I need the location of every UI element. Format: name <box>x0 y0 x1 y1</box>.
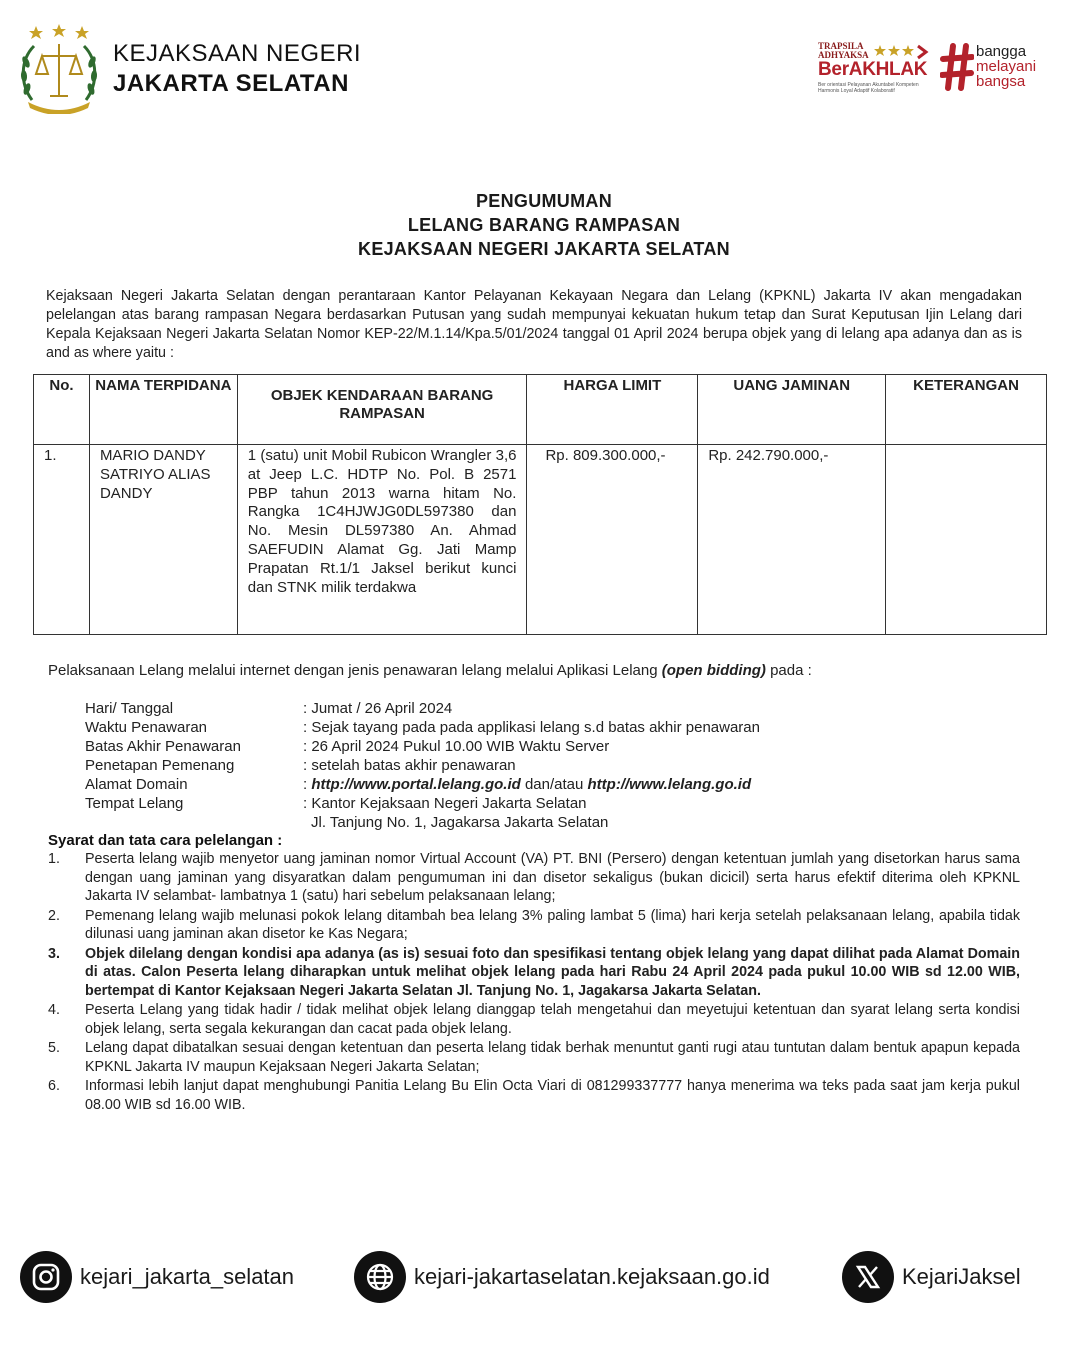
col-keterangan: KETERANGAN <box>886 375 1047 445</box>
detail-tempat: Tempat Lelang : Kantor Kejaksaan Negeri Jakarta Selatan <box>85 795 587 812</box>
intro-paragraph: Kejaksaan Negeri Jakarta Selatan dengan perantaraan Kantor Pelayanan Kekayaan Negara dan Lelang (KPKNL) Jakarta IV akan mengadakan pelelangan atas barang rampasan Negara berdasarkan Putusan yang sudah mempunyai kekuatan hukum tetap dan Surat Keputusan Ijin Lelang dari Kepala Kejaksaan Negeri Jakarta Selatan Nomor KEP-22/M.1.14/Kpa.5/01/2024 tanggal 01 April 2024 berupa objek yang di lelang apa adanya dan as is and as where yaitu : <box>46 288 1022 361</box>
auction-details <box>85 699 823 832</box>
star-icon <box>874 44 940 60</box>
list-item: 2. Pemenang lelang wajib melunasi pokok lelang ditambah bea lelang 3% paling lambat 5 (lima) hari kerja setelah pelaksanaan lelang, apabila tidak dilunasi uang jaminan akan disetor ke Kas Negara; <box>48 907 1020 943</box>
col-harga: HARGA LIMIT <box>527 375 698 445</box>
detail-waktu: Waktu Penawaran : Sejak tayang pada pada applikasi lelang s.d batas akhir penawaran <box>85 719 760 736</box>
detail-tempat-address: Jl. Tanjung No. 1, Jagakarsa Jakarta Selatan <box>311 814 609 831</box>
syarat-list <box>48 850 1020 1115</box>
brand-bangga-melayani-bangsa: bangga melayani bangsa <box>976 43 1037 90</box>
title-line3: KEJAKSAAN NEGERI JAKARTA SELATAN <box>358 239 730 259</box>
list-item: 1. Peserta lelang wajib menyetor uang jaminan nomor Virtual Account (VA) PT. BNI (Persero) dengan ketentuan jumlah yang disetorkan harus sama dengan uang jaminan yang disyaratkan dalam pengumuman ini dan disetor sekaligus (bukan dicicil) serta harus efektif diterima oleh KPKNL Jakarta IV selambat- lambatnya 1 (satu) hari sebelum pelaksanaan lelang; <box>48 851 1020 905</box>
cell-keterangan <box>886 445 1047 635</box>
table-header-row <box>34 375 1047 445</box>
cell-objek: 1 (satu) unit Mobil Rubicon Wrangler 3,6 at Jeep L.C. HDTP No. Pol. B 2571 PBP tahun 2013 warna hitam No. Rangka 1C4HJWJG0DL597380 dan No. Mesin DL597380 An. Ahmad SAEFUDIN Alamat Gg. Jati Mamp Prapatan Rt.1/1 Jaksel berikut kunci dan STNK milik terdakwa <box>237 445 527 635</box>
cell-nama: MARIO DANDY SATRIYO ALIAS DANDY <box>89 445 237 635</box>
org-name <box>113 40 361 98</box>
emblem-icon <box>14 22 104 114</box>
header <box>0 0 1080 130</box>
hashtag-icon <box>940 42 974 92</box>
cell-harga: Rp. 809.300.000,- <box>527 445 698 635</box>
announcement-title <box>0 189 1080 261</box>
org-name-line2: JAKARTA SELATAN <box>113 70 349 97</box>
list-item: 4. Peserta Lelang yang tidak hadir / tidak melihat objek lelang dianggap telah mengetahui dan meyetujui ketentuan dan syarat lelang serta kondisi objek lelang, serta segala kekurangan dan cacat pada objek lelang. <box>48 1002 1020 1037</box>
domain-link-lelang[interactable]: http://www.lelang.go.id <box>587 776 752 793</box>
brand-berakhlak: BerAKHLAK <box>818 59 928 80</box>
title-line1: PENGUMUMAN <box>476 191 612 211</box>
col-objek: OBJEK KENDARAAN BARANG RAMPASAN <box>237 375 527 445</box>
globe-icon <box>354 1251 406 1303</box>
title-line2: LELANG BARANG RAMPASAN <box>407 215 681 235</box>
col-jaminan: UANG JAMINAN <box>698 375 886 445</box>
footer-website[interactable] <box>354 1248 770 1306</box>
brand-trapsila: TRAPSILA ADHYAKSA <box>818 41 869 60</box>
brand-tagline: Ber orientasi Pelayanan Akuntabel Kompeten Harmonis Loyal Adaptif Kolaboratif <box>818 82 919 94</box>
table-row <box>34 445 1047 635</box>
instagram-handle[interactable]: kejari_jakarta_selatan <box>80 1264 295 1289</box>
domain-link-portal[interactable]: http://www.portal.lelang.go.id <box>311 776 521 793</box>
list-item: 6. Informasi lebih lanjut dapat menghubungi Panitia Lelang Bu Elin Octa Viari di 081299337777 hanya menerima wa teks pada saat jam kerja pukul 08.00 WIB sd 16.00 WIB. <box>48 1077 1020 1113</box>
detail-domain: Alamat Domain : http://www.portal.lelang.go.id dan/atau http://www.lelang.go.id <box>85 776 752 793</box>
detail-hari: Hari/ Tanggal : Jumat / 26 April 2024 <box>85 700 453 717</box>
list-item: 3. Objek dilelang dengan kondisi apa adanya (as is) sesuai foto dan spesifikasi tentang objek lelang yang dapat dilihat pada Alamat Domain di atas. Calon Peserta lelang diharapkan untuk melihat objek lelang pada hari Rabu 24 April 2024 pada pukul 10.00 WIB sd 12.00 WIB, bertempat di Kantor Kejaksaan Negeri Jakarta Selatan Jl. Tanjung No. 1, Jagakarsa Jakarta Selatan. <box>48 945 1020 999</box>
instagram-icon <box>20 1251 72 1303</box>
berakhlak-logo <box>818 42 1058 98</box>
pelaksanaan-text: Pelaksanaan Lelang melalui internet dengan jenis penawaran lelang melalui Aplikasi Lelang (open bidding) pada : <box>48 662 812 679</box>
x-handle[interactable]: KejariJaksel <box>902 1264 1021 1289</box>
website-url[interactable]: kejari-jakartaselatan.kejaksaan.go.id <box>414 1264 770 1289</box>
col-no: No. <box>34 375 90 445</box>
syarat-heading: Syarat dan tata cara pelelangan : <box>48 832 283 849</box>
col-nama: NAMA TERPIDANA <box>89 375 237 445</box>
footer-social <box>0 1248 1080 1308</box>
footer-instagram[interactable] <box>20 1248 294 1306</box>
detail-batas: Batas Akhir Penawaran : 26 April 2024 Pukul 10.00 WIB Waktu Server <box>85 738 610 755</box>
x-icon <box>842 1251 894 1303</box>
org-name-line1: KEJAKSAAN NEGERI <box>113 40 362 67</box>
cell-jaminan: Rp. 242.790.000,- <box>698 445 886 635</box>
cell-no: 1. <box>34 445 90 635</box>
list-item: 5. Lelang dapat dibatalkan sesuai dengan ketentuan dan peserta lelang tidak berhak menuntut ganti rugi atau tuntutan dalam bentuk apapun kepada KPKNL Jakarta IV maupun Kejaksaan Negeri Jakarta Selatan; <box>48 1040 1020 1075</box>
footer-x[interactable] <box>842 1248 1021 1306</box>
detail-penetapan: Penetapan Pemenang : setelah batas akhir penawaran <box>85 757 516 774</box>
auction-table <box>33 374 1047 635</box>
